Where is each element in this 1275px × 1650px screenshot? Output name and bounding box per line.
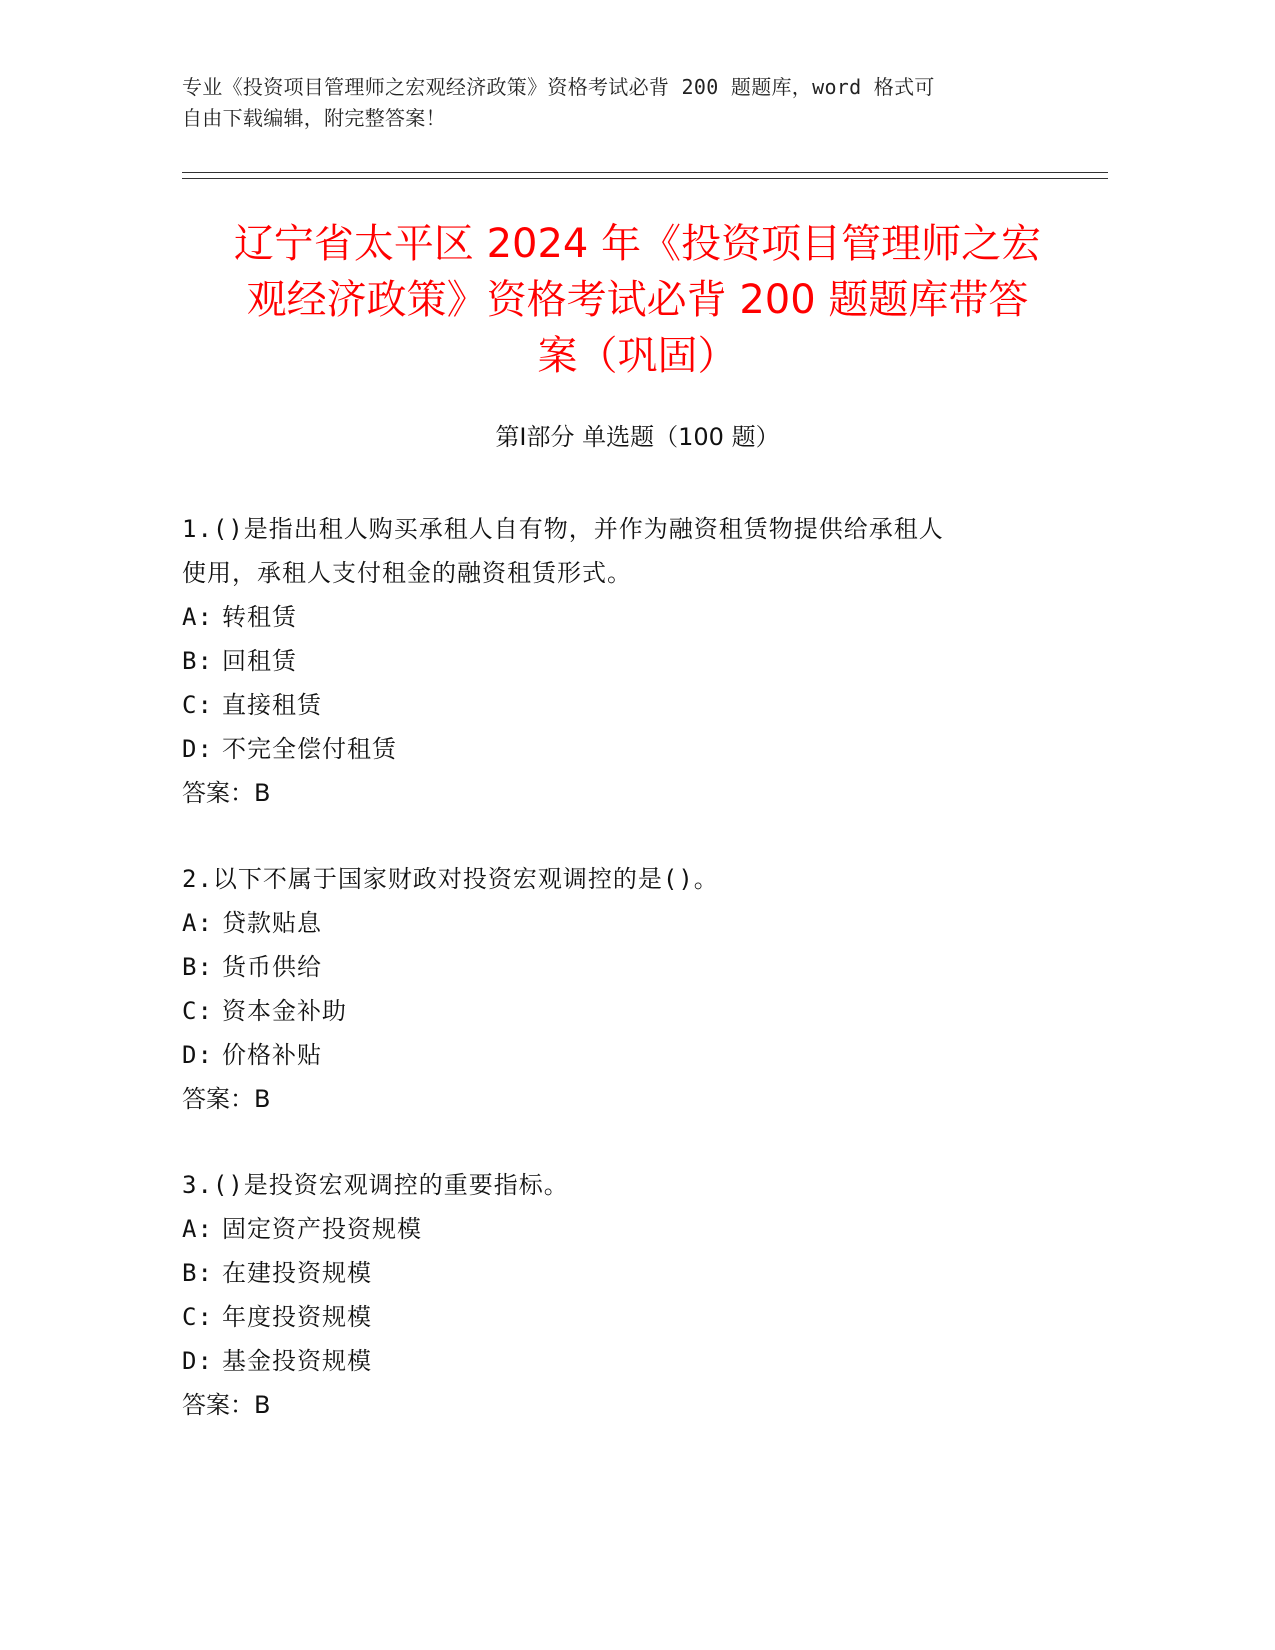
option-letter: C:: [182, 691, 213, 719]
option-text: 货币供给: [222, 953, 322, 981]
option-text: 基金投资规模: [222, 1347, 372, 1375]
option-letter: D:: [182, 735, 213, 763]
option-letter: A:: [182, 1215, 213, 1243]
option-letter: A:: [182, 603, 213, 631]
header-note-line-2: 自由下载编辑，附完整答案！: [182, 106, 446, 130]
option-text: 回租赁: [222, 647, 297, 675]
question-stem-continued: 使用，承租人支付租金的融资租赁形式。: [182, 559, 632, 587]
header-divider-bottom: [182, 178, 1108, 179]
question-stem: 2.以下不属于国家财政对投资宏观调控的是()。: [182, 865, 719, 893]
option-text: 不完全偿付租赁: [222, 735, 397, 763]
document-header-note: [182, 72, 1042, 134]
option-b: [182, 1251, 1062, 1295]
option-letter: C:: [182, 997, 213, 1025]
option-letter: B:: [182, 647, 213, 675]
option-d: [182, 727, 1062, 771]
option-text: 年度投资规模: [222, 1303, 372, 1331]
question-item: [182, 507, 1062, 815]
option-letter: B:: [182, 953, 213, 981]
header-divider-top: [182, 172, 1108, 173]
option-d: [182, 1339, 1062, 1383]
option-text: 价格补贴: [222, 1041, 322, 1069]
option-letter: D:: [182, 1347, 213, 1375]
section-heading: 第Ⅰ部分 单选题（100 题）: [495, 423, 780, 451]
answer-line: 答案：B: [182, 779, 271, 807]
document-title-line-2: 观经济政策》资格考试必背 200 题题库带答: [246, 277, 1029, 323]
header-note-line-1: 专业《投资项目管理师之宏观经济政策》资格考试必背 200 题题库，word 格式可: [182, 75, 935, 99]
option-letter: D:: [182, 1041, 213, 1069]
option-text: 转租赁: [222, 603, 297, 631]
option-d: [182, 1033, 1062, 1077]
option-text: 在建投资规模: [222, 1259, 372, 1287]
question-stem: 3.()是投资宏观调控的重要指标。: [182, 1171, 569, 1199]
option-c: [182, 989, 1062, 1033]
option-text: 贷款贴息: [222, 909, 322, 937]
question-item: [182, 1163, 1062, 1427]
option-b: [182, 945, 1062, 989]
option-letter: A:: [182, 909, 213, 937]
option-b: [182, 639, 1062, 683]
document-title-line-1: 辽宁省太平区 2024 年《投资项目管理师之宏: [233, 221, 1042, 267]
option-text: 资本金补助: [222, 997, 347, 1025]
option-text: 直接租赁: [222, 691, 322, 719]
option-a: [182, 1207, 1062, 1251]
answer-line: 答案：B: [182, 1391, 271, 1419]
document-title: [150, 216, 1125, 384]
document-title-line-3: 案（巩固）: [537, 333, 738, 379]
answer-line: 答案：B: [182, 1085, 271, 1113]
option-a: [182, 901, 1062, 945]
option-c: [182, 1295, 1062, 1339]
option-letter: B:: [182, 1259, 213, 1287]
option-text: 固定资产投资规模: [222, 1215, 422, 1243]
option-c: [182, 683, 1062, 727]
question-list: [182, 507, 1062, 1469]
option-letter: C:: [182, 1303, 213, 1331]
question-stem: 1.()是指出租人购买承租人自有物，并作为融资租赁物提供给承租人: [182, 515, 944, 543]
question-item: [182, 857, 1062, 1121]
option-a: [182, 595, 1062, 639]
